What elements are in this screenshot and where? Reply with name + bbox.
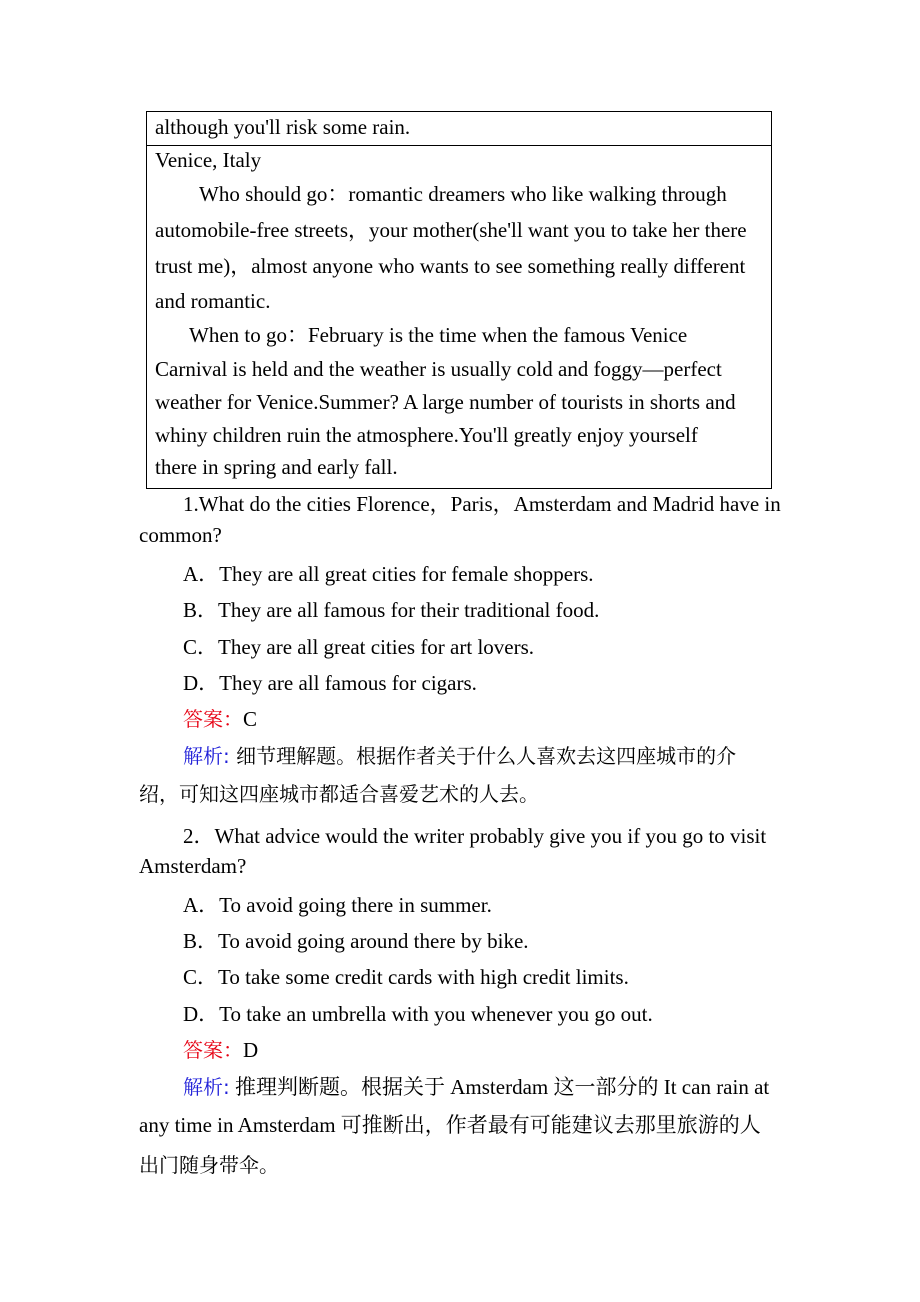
who-line-1: Who should go：romantic dreamers who like walking through [199,182,727,206]
when-line-5: there in spring and early fall. [155,455,398,479]
city-title: Venice, Italy [155,148,262,172]
when-line-2: Carnival is held and the weather is usually cold and foggy—perfect [155,357,722,381]
q2-analysis-line1 [183,1071,769,1101]
q2-analysis-line3: 出门随身带伞。 [139,1153,279,1177]
q2-option-c: C．To take some credit cards with high credit limits. [183,965,629,989]
q1-answer-label: 答案： [183,707,243,731]
q1-answer [183,703,257,732]
who-line-4: and romantic. [155,289,271,313]
q1-answer-value: C [243,707,258,731]
who-line-3: trust me)，almost anyone who wants to see something really different [155,254,746,278]
q1-stem-line2: common? [139,523,222,547]
q2-option-a: A．To avoid going there in summer. [183,893,492,917]
when-line-1: When to go：February is the time when the famous Venice [189,323,688,347]
q1-analysis-text1: 细节理解题。根据作者关于什么人喜欢去这四座城市的介 [229,744,737,768]
q1-analysis-label: 解析: [183,744,230,768]
q1-option-a: A．They are all great cities for female shoppers. [183,562,594,586]
q1-option-c: C．They are all great cities for art lovers. [183,635,535,659]
q1-option-d: D．They are all famous for cigars. [183,671,477,695]
q2-analysis-label: 解析: [183,1075,230,1099]
q2-option-d: D．To take an umbrella with you whenever you go out. [183,1002,653,1026]
q2-analysis-text1: 推理判断题。根据关于 Amsterdam 这一部分的 It can rain at [229,1075,770,1099]
table-row1-text: although you'll risk some rain. [155,115,411,139]
q1-analysis-line2: 绍，可知这四座城市都适合喜爱艺术的人去。 [139,782,539,806]
reading-passage-table [146,111,772,489]
q1-option-b: B．They are all famous for their traditional food. [183,598,600,622]
q2-option-b: B．To avoid going around there by bike. [183,929,529,953]
when-line-3: weather for Venice.Summer? A large number of tourists in shorts and [155,390,736,414]
venice-cell [147,146,771,488]
q2-stem-line1: 2．What advice would the writer probably give you if you go to visit [183,824,767,848]
q1-analysis-line1 [183,740,736,769]
who-line-2: automobile-free streets，your mother(she'll want you to take her there [155,218,747,242]
q2-answer-value: D [243,1038,259,1062]
q2-answer-label: 答案： [183,1038,243,1062]
q1-stem-line1: 1.What do the cities Florence，Paris，Amsterdam and Madrid have in [183,492,781,516]
table-row-top [147,112,771,146]
q2-answer [183,1034,258,1063]
q2-analysis-line2: any time in Amsterdam 可推断出，作者最有可能建议去那里旅游的人 [139,1113,761,1137]
q2-stem-line2: Amsterdam? [139,854,247,878]
when-line-4: whiny children ruin the atmosphere.You'll greatly enjoy yourself [155,423,698,447]
